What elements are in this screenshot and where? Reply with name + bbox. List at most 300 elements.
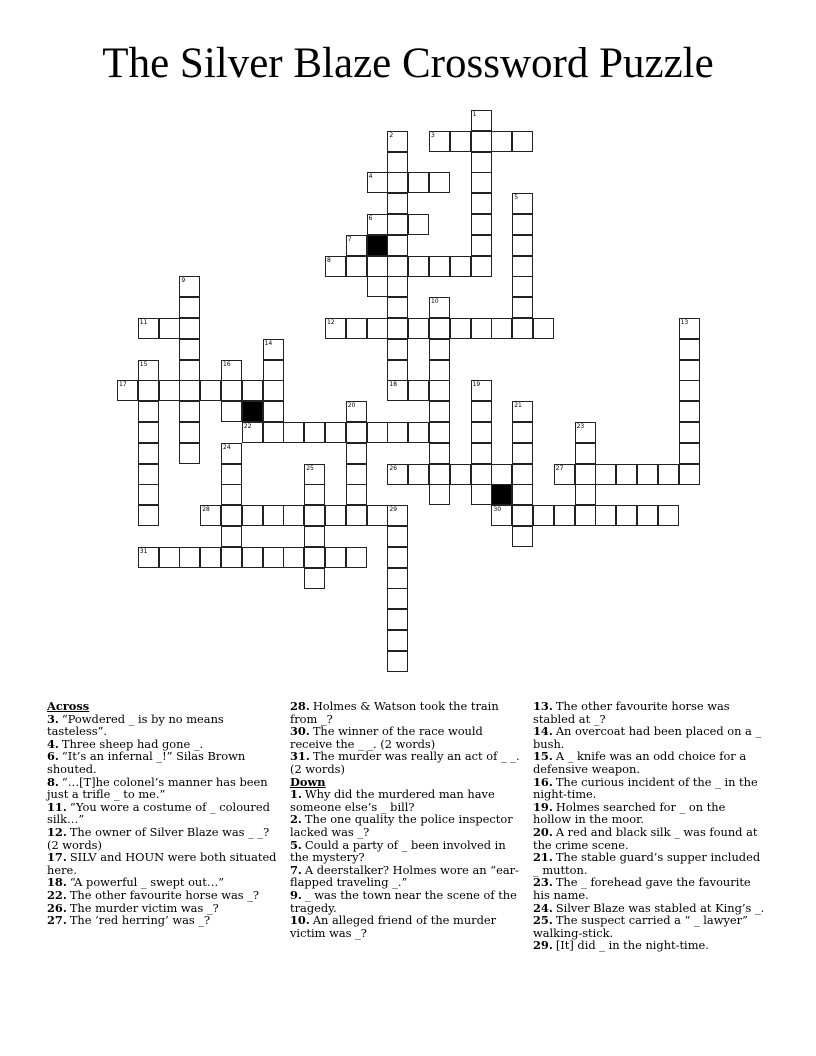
- grid-cell[interactable]: [221, 484, 242, 505]
- grid-cell[interactable]: [658, 464, 679, 485]
- grid-cell[interactable]: [325, 505, 346, 526]
- clue-text: _ was the town near the scene of the tragedy.: [290, 887, 517, 915]
- clue-text: Silver Blaze was stabled at King’s _.: [555, 900, 765, 915]
- clue-text: SILV and HOUN were both situated here.: [47, 850, 277, 877]
- clue-text: Why did the murdered man have someone else’s _ bill?: [290, 787, 495, 814]
- grid-cell[interactable]: [512, 276, 533, 297]
- grid-cell[interactable]: [159, 547, 180, 568]
- grid-cell[interactable]: [512, 464, 533, 485]
- grid-cell[interactable]: [221, 380, 242, 401]
- clue-number: 22.: [47, 887, 67, 902]
- grid-cell[interactable]: [471, 443, 492, 464]
- clue-number: 17.: [47, 850, 67, 865]
- grid-cell[interactable]: [679, 464, 700, 485]
- grid-cell[interactable]: [429, 172, 450, 193]
- grid-cell[interactable]: [595, 505, 616, 526]
- across-clue: [47, 826, 281, 851]
- grid-cell[interactable]: [408, 380, 429, 401]
- clue-number: 14.: [533, 724, 553, 739]
- clue-number-label: 31: [139, 547, 148, 555]
- clue-number-label: 4: [368, 173, 373, 181]
- grid-cell[interactable]: [575, 464, 596, 485]
- clue-text: The winner of the race would receive the _ _. (2 words): [290, 724, 483, 751]
- down-clue: [290, 914, 524, 939]
- grid-cell[interactable]: [387, 276, 408, 297]
- grid-cell[interactable]: [387, 609, 408, 630]
- clue-number: 6.: [47, 749, 59, 764]
- grid-cell[interactable]: [471, 131, 492, 152]
- clue-number: 2.: [290, 812, 302, 827]
- grid-cell[interactable]: [346, 401, 367, 422]
- across-clue: [47, 801, 281, 826]
- grid-cell[interactable]: [283, 505, 304, 526]
- grid-cell[interactable]: [471, 152, 492, 173]
- grid-cell[interactable]: [346, 505, 367, 526]
- grid-cell[interactable]: [387, 360, 408, 381]
- down-clue: [290, 864, 524, 889]
- across-heading: Across: [47, 699, 90, 713]
- grid-cell[interactable]: [387, 526, 408, 547]
- grid-cell[interactable]: [346, 235, 367, 256]
- grid-cell[interactable]: [200, 505, 221, 526]
- clue-number: 3.: [47, 711, 59, 726]
- grid-cell[interactable]: [658, 505, 679, 526]
- down-clue: [290, 788, 524, 813]
- clue-text: [It] did _ in the night-time.: [555, 938, 709, 953]
- grid-cell[interactable]: [679, 443, 700, 464]
- grid-cell[interactable]: [367, 505, 388, 526]
- grid-cell[interactable]: [512, 401, 533, 422]
- grid-cell[interactable]: [221, 526, 242, 547]
- down-heading: Down: [290, 774, 326, 789]
- clue-number-label: 14: [264, 339, 273, 347]
- grid-cell[interactable]: [221, 401, 242, 422]
- down-clue: [533, 914, 767, 939]
- grid-cell[interactable]: [471, 256, 492, 277]
- clue-text: The murder victim was _?: [69, 900, 219, 915]
- clue-number: 20.: [533, 824, 553, 839]
- grid-cell[interactable]: [387, 193, 408, 214]
- clue-number: 25.: [533, 913, 553, 928]
- grid-cell[interactable]: [138, 505, 159, 526]
- clue-number: 15.: [533, 749, 553, 764]
- grid-cell[interactable]: [512, 505, 533, 526]
- grid-cell[interactable]: [471, 484, 492, 505]
- across-clue: [290, 700, 524, 725]
- grid-cell[interactable]: [471, 193, 492, 214]
- grid-cell[interactable]: [387, 568, 408, 589]
- clue-text: The _ forehead gave the favourite his name.: [533, 875, 751, 902]
- clue-number: 31.: [290, 749, 310, 764]
- grid-cell[interactable]: [679, 339, 700, 360]
- grid-block: [491, 484, 512, 505]
- grid-cell[interactable]: [429, 297, 450, 318]
- clue-text: An overcoat had been placed on a _ bush.: [533, 724, 762, 751]
- grid-cell[interactable]: [512, 256, 533, 277]
- down-clue: [533, 851, 767, 876]
- grid-block: [242, 401, 263, 422]
- clue-number-label: 5: [514, 194, 519, 202]
- grid-cell[interactable]: [408, 464, 429, 485]
- grid-cell[interactable]: [263, 360, 284, 381]
- grid-cell[interactable]: [138, 380, 159, 401]
- clue-text: The other favourite horse was stabled at _?: [533, 699, 730, 726]
- grid-cell[interactable]: [242, 422, 263, 443]
- grid-cell[interactable]: [554, 505, 575, 526]
- clue-number-label: 7: [347, 235, 352, 243]
- grid-cell[interactable]: [408, 422, 429, 443]
- grid-cell[interactable]: [387, 380, 408, 401]
- grid-cell[interactable]: [304, 422, 325, 443]
- grid-cell[interactable]: [200, 380, 221, 401]
- grid-cell[interactable]: [387, 630, 408, 651]
- grid-cell[interactable]: [387, 214, 408, 235]
- grid-cell[interactable]: [512, 443, 533, 464]
- grid-cell[interactable]: [367, 318, 388, 339]
- clue-text: The suspect carried a “ _ lawyer” walking-stick.: [533, 913, 748, 940]
- grid-cell[interactable]: [387, 152, 408, 173]
- clue-number: 12.: [47, 824, 67, 839]
- clue-number-label: 16: [223, 360, 231, 368]
- grid-cell[interactable]: [471, 214, 492, 235]
- grid-cell[interactable]: [471, 235, 492, 256]
- grid-cell[interactable]: [554, 464, 575, 485]
- grid-cell[interactable]: [429, 318, 450, 339]
- grid-cell[interactable]: [471, 422, 492, 443]
- clues-column-2: [290, 700, 524, 939]
- grid-cell[interactable]: [138, 318, 159, 339]
- grid-cell[interactable]: [429, 443, 450, 464]
- grid-cell[interactable]: [346, 443, 367, 464]
- clue-number-label: 9: [181, 277, 186, 285]
- clue-number: 23.: [533, 875, 553, 890]
- clue-number: 21.: [533, 850, 553, 865]
- grid-cell[interactable]: [450, 256, 471, 277]
- grid-cell[interactable]: [263, 380, 284, 401]
- grid-cell[interactable]: [491, 505, 512, 526]
- grid-cell[interactable]: [491, 464, 512, 485]
- clue-text: The ‘red herring’ was _?: [69, 913, 211, 928]
- grid-cell[interactable]: [679, 422, 700, 443]
- clue-number: 7.: [290, 862, 302, 877]
- grid-cell[interactable]: [159, 318, 180, 339]
- grid-cell[interactable]: [159, 380, 180, 401]
- grid-cell[interactable]: [679, 360, 700, 381]
- grid-cell[interactable]: [387, 131, 408, 152]
- clues-column-3: [533, 700, 767, 952]
- grid-cell[interactable]: [387, 651, 408, 672]
- clue-number-label: 2: [389, 131, 394, 139]
- clue-text: Three sheep had gone _.: [61, 736, 204, 751]
- grid-cell[interactable]: [138, 422, 159, 443]
- grid-cell[interactable]: [138, 401, 159, 422]
- down-clue: [533, 801, 767, 826]
- across-clue: [47, 776, 281, 801]
- down-clue: [290, 889, 524, 914]
- grid-cell[interactable]: [450, 464, 471, 485]
- clue-text: The stable guard’s supper included _ mutton.: [533, 850, 761, 877]
- grid-cell[interactable]: [283, 547, 304, 568]
- grid-cell[interactable]: [179, 401, 200, 422]
- across-clue: [47, 851, 281, 876]
- grid-cell[interactable]: [450, 318, 471, 339]
- grid-cell[interactable]: [616, 505, 637, 526]
- grid-cell[interactable]: [138, 443, 159, 464]
- grid-cell[interactable]: [117, 380, 138, 401]
- clue-number: 5.: [290, 837, 302, 852]
- clue-number-label: 8: [327, 256, 331, 264]
- grid-cell[interactable]: [325, 547, 346, 568]
- grid-cell[interactable]: [179, 318, 200, 339]
- clue-number: 13.: [533, 699, 553, 713]
- clue-text: The owner of Silver Blaze was _ _? (2 words): [47, 824, 270, 852]
- grid-cell[interactable]: [221, 360, 242, 381]
- grid-cell[interactable]: [387, 464, 408, 485]
- clue-number: 10.: [290, 913, 310, 928]
- clue-number-label: 26: [389, 464, 398, 472]
- grid-cell[interactable]: [533, 505, 554, 526]
- clue-number-label: 11: [139, 319, 148, 326]
- clue-text: An alleged friend of the murder victim was _?: [290, 913, 497, 940]
- clue-number: 19.: [533, 799, 553, 814]
- grid-cell[interactable]: [263, 422, 284, 443]
- grid-cell[interactable]: [471, 380, 492, 401]
- grid-cell[interactable]: [429, 360, 450, 381]
- grid-cell[interactable]: [179, 276, 200, 297]
- clue-text: “You wore a costume of _ coloured silk…”: [47, 799, 270, 827]
- clue-text: A deerstalker? Holmes wore an “ear-flapped traveling _.”: [290, 862, 519, 890]
- grid-cell[interactable]: [367, 172, 388, 193]
- clue-number: 16.: [533, 774, 553, 789]
- grid-cell[interactable]: [679, 318, 700, 339]
- grid-cell[interactable]: [512, 422, 533, 443]
- clue-number: 4.: [47, 736, 59, 751]
- grid-cell[interactable]: [595, 464, 616, 485]
- grid-cell[interactable]: [575, 484, 596, 505]
- clue-text: The one quality the police inspector lacked was _?: [290, 812, 513, 839]
- grid-cell[interactable]: [325, 256, 346, 277]
- grid-cell[interactable]: [429, 380, 450, 401]
- clue-number-label: 18: [389, 381, 398, 389]
- grid-cell[interactable]: [387, 505, 408, 526]
- clue-text: A _ knife was an odd choice for a defensive weapon.: [533, 749, 747, 776]
- grid-cell[interactable]: [533, 318, 554, 339]
- clue-number: 1.: [290, 787, 302, 802]
- grid-cell[interactable]: [387, 422, 408, 443]
- clue-text: Could a party of _ been involved in the mystery?: [290, 837, 506, 865]
- grid-cell[interactable]: [429, 131, 450, 152]
- clue-number: 27.: [47, 913, 67, 928]
- across-clue: [47, 713, 281, 738]
- clue-text: Holmes searched for _ on the hollow in the moor.: [533, 799, 726, 827]
- grid-cell[interactable]: [471, 318, 492, 339]
- grid-cell[interactable]: [304, 526, 325, 547]
- grid-cell[interactable]: [179, 339, 200, 360]
- grid-cell[interactable]: [367, 422, 388, 443]
- grid-cell[interactable]: [512, 484, 533, 505]
- grid-cell[interactable]: [616, 464, 637, 485]
- across-clue: [290, 725, 524, 750]
- grid-cell[interactable]: [429, 484, 450, 505]
- grid-cell[interactable]: [387, 547, 408, 568]
- grid-cell[interactable]: [242, 547, 263, 568]
- clue-number-label: 29: [389, 506, 398, 514]
- page-title: The Silver Blaze Crossword Puzzle: [102, 40, 714, 87]
- grid-cell[interactable]: [179, 443, 200, 464]
- grid-cell[interactable]: [367, 276, 388, 297]
- down-clue: [533, 750, 767, 775]
- clue-number: 26.: [47, 900, 67, 915]
- grid-cell[interactable]: [304, 464, 325, 485]
- grid-cell[interactable]: [242, 505, 263, 526]
- grid-cell[interactable]: [263, 505, 284, 526]
- grid-cell[interactable]: [138, 464, 159, 485]
- clue-number: 24.: [533, 900, 553, 915]
- grid-cell[interactable]: [512, 526, 533, 547]
- grid-cell[interactable]: [637, 464, 658, 485]
- grid-cell[interactable]: [387, 318, 408, 339]
- clue-number-label: 1: [472, 111, 477, 118]
- grid-cell[interactable]: [179, 547, 200, 568]
- clue-number-label: 22: [243, 423, 252, 430]
- grid-cell[interactable]: [471, 401, 492, 422]
- clue-text: “Powdered _ is by no means tasteless”.: [47, 711, 224, 739]
- grid-cell[interactable]: [346, 547, 367, 568]
- grid-cell[interactable]: [346, 464, 367, 485]
- grid-cell[interactable]: [304, 568, 325, 589]
- grid-cell[interactable]: [408, 214, 429, 235]
- clue-number-label: 15: [139, 360, 148, 368]
- clue-text: The curious incident of the _ in the night-time.: [533, 774, 758, 802]
- grid-cell[interactable]: [512, 235, 533, 256]
- grid-cell[interactable]: [263, 547, 284, 568]
- grid-cell[interactable]: [325, 318, 346, 339]
- grid-cell[interactable]: [471, 172, 492, 193]
- across-clue: [290, 750, 524, 775]
- clue-number-label: 17: [119, 381, 127, 389]
- grid-cell[interactable]: [200, 547, 221, 568]
- grid-cell[interactable]: [491, 131, 512, 152]
- clue-number: 11.: [47, 799, 67, 814]
- grid-cell[interactable]: [283, 422, 304, 443]
- grid-cell[interactable]: [221, 505, 242, 526]
- grid-cell[interactable]: [408, 256, 429, 277]
- grid-cell[interactable]: [512, 318, 533, 339]
- grid-cell[interactable]: [346, 484, 367, 505]
- grid-cell[interactable]: [512, 193, 533, 214]
- clue-number-label: 27: [555, 464, 564, 472]
- grid-cell[interactable]: [179, 297, 200, 318]
- grid-cell[interactable]: [575, 422, 596, 443]
- grid-cell[interactable]: [263, 401, 284, 422]
- down-clue: [533, 700, 767, 725]
- grid-cell[interactable]: [387, 172, 408, 193]
- grid-cell[interactable]: [512, 297, 533, 318]
- grid-cell[interactable]: [221, 443, 242, 464]
- grid-cell[interactable]: [512, 214, 533, 235]
- grid-cell[interactable]: [679, 401, 700, 422]
- clue-number: 30.: [290, 724, 310, 739]
- grid-cell[interactable]: [304, 505, 325, 526]
- grid-cell[interactable]: [221, 547, 242, 568]
- grid-cell[interactable]: [179, 422, 200, 443]
- grid-cell[interactable]: [471, 464, 492, 485]
- clue-text: A red and black silk _ was found at the crime scene.: [533, 824, 758, 852]
- clue-number-label: 20: [347, 402, 356, 410]
- clue-number: 29.: [533, 938, 553, 953]
- grid-cell[interactable]: [512, 131, 533, 152]
- grid-cell[interactable]: [263, 339, 284, 360]
- grid-cell[interactable]: [387, 339, 408, 360]
- grid-cell[interactable]: [304, 547, 325, 568]
- grid-cell[interactable]: [491, 318, 512, 339]
- grid-cell[interactable]: [346, 256, 367, 277]
- down-clue: [533, 725, 767, 750]
- grid-cell[interactable]: [138, 360, 159, 381]
- grid-cell[interactable]: [679, 380, 700, 401]
- clue-number-label: 6: [368, 215, 373, 222]
- grid-cell[interactable]: [346, 318, 367, 339]
- clue-number-label: 13: [680, 319, 689, 326]
- down-clue: [533, 826, 767, 851]
- clue-number-label: 21: [514, 402, 522, 410]
- grid-cell[interactable]: [179, 360, 200, 381]
- grid-cell[interactable]: [387, 256, 408, 277]
- clue-number-label: 19: [472, 381, 481, 389]
- grid-cell[interactable]: [429, 401, 450, 422]
- grid-cell[interactable]: [367, 256, 388, 277]
- clue-text: “It’s an infernal _!” Silas Brown shouted.: [47, 749, 246, 776]
- grid-cell[interactable]: [221, 464, 242, 485]
- grid-cell[interactable]: [387, 297, 408, 318]
- grid-cell[interactable]: [242, 380, 263, 401]
- clue-number-label: 23: [576, 423, 585, 430]
- clue-text: “…[T]he colonel’s manner has been just a trifle _ to me.”: [47, 774, 268, 802]
- grid-cell[interactable]: [387, 235, 408, 256]
- grid-cell[interactable]: [408, 318, 429, 339]
- grid-cell[interactable]: [138, 484, 159, 505]
- grid-cell[interactable]: [179, 380, 200, 401]
- grid-cell[interactable]: [575, 443, 596, 464]
- grid-cell[interactable]: [575, 505, 596, 526]
- grid-cell[interactable]: [387, 588, 408, 609]
- across-clue: [47, 750, 281, 775]
- grid-cell[interactable]: [429, 422, 450, 443]
- grid-cell[interactable]: [408, 172, 429, 193]
- clue-text: The other favourite horse was _?: [69, 887, 260, 902]
- grid-cell[interactable]: [304, 484, 325, 505]
- down-clue: [290, 813, 524, 838]
- grid-cell[interactable]: [367, 214, 388, 235]
- grid-cell[interactable]: [637, 505, 658, 526]
- grid-cell[interactable]: [429, 256, 450, 277]
- clue-number-label: 28: [202, 506, 210, 514]
- grid-cell[interactable]: [429, 339, 450, 360]
- grid-cell[interactable]: [450, 131, 471, 152]
- down-clue: [533, 939, 767, 952]
- grid-cell[interactable]: [325, 422, 346, 443]
- across-clue: [47, 914, 281, 927]
- down-clue: [290, 839, 524, 864]
- clues-column-1: [47, 700, 281, 927]
- grid-cell[interactable]: [429, 464, 450, 485]
- clue-number-label: 10: [431, 298, 439, 306]
- grid-cell[interactable]: [346, 422, 367, 443]
- grid-cell[interactable]: [138, 547, 159, 568]
- grid-cell[interactable]: [471, 110, 492, 131]
- grid-block: [367, 235, 388, 256]
- down-clue: [533, 876, 767, 901]
